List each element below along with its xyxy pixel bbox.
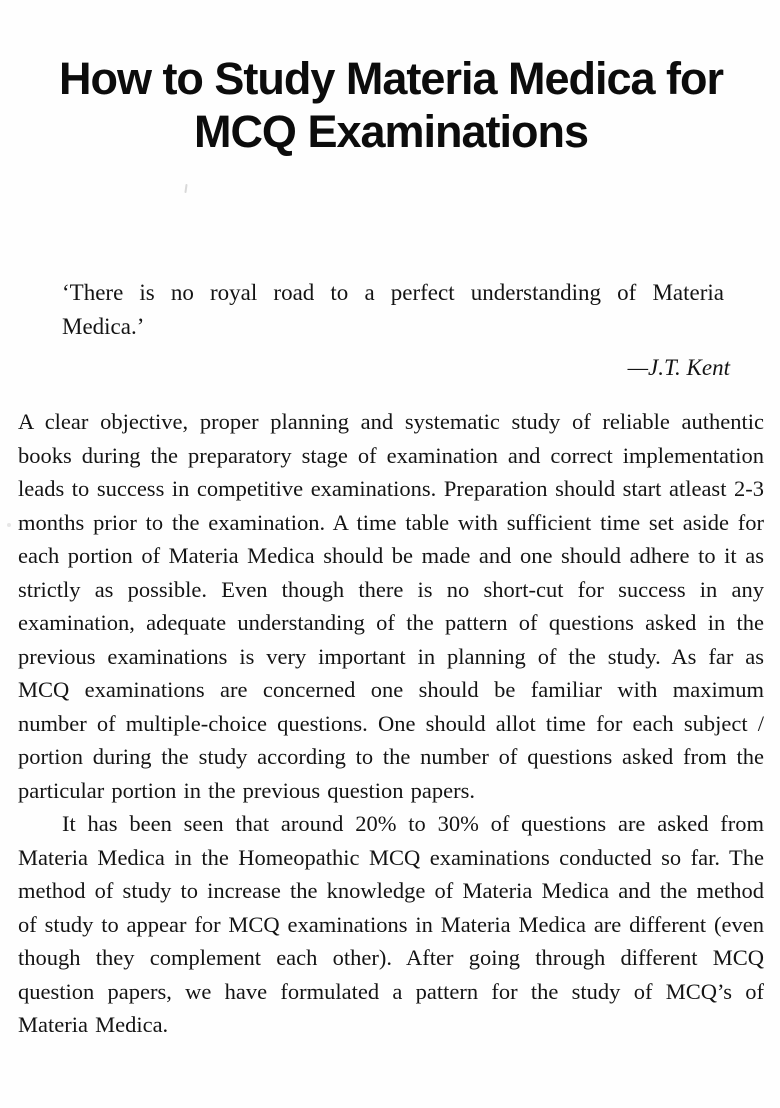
scan-speck — [7, 523, 11, 527]
page-title-line-1: How to Study Materia Medica for — [58, 53, 724, 104]
paragraph: It has been seen that around 20% to 30% of questions are asked from Materia Medica in the Homeopathic MCQ examinations conducted so far. The method of study to increase the knowledge of Materia Medica and the method of study to appear for MCQ examinations in Materia Medica are different (even though they complement each other). After going through different MCQ question papers, we have formulated a pattern for the study of MCQ’s of Materia Medica. — [18, 811, 764, 1038]
epigraph-quote: ‘There is no royal road to a perfect understanding of Materia Medica.’ — [62, 280, 724, 339]
body-text — [18, 405, 764, 1042]
quote-attribution: —J.T. Kent — [627, 355, 730, 381]
scan-speck — [184, 184, 187, 193]
page-title — [18, 0, 764, 158]
page-title-line-2: MCQ Examinations — [193, 106, 589, 158]
paragraph: A clear objective, proper planning and systematic study of reliable authentic books during the preparatory stage of examination and correct implementation leads to success in competitive examinations. Preparation should start atleast 2-3 months prior to the examination. A time table with sufficient time set aside for each portion of Materia Medica should be made and one should adhere to it as strictly as possible. Even though there is no short-cut for success in any examination, adequate understanding of the pattern of questions asked in the previous examinations is very important in planning of the study. As far as MCQ examinations are concerned one should be familiar with maximum number of multiple-choice questions. One should allot time for each subject / portion during the study according to the number of questions asked from the particular portion in the previous question papers. — [18, 409, 764, 803]
